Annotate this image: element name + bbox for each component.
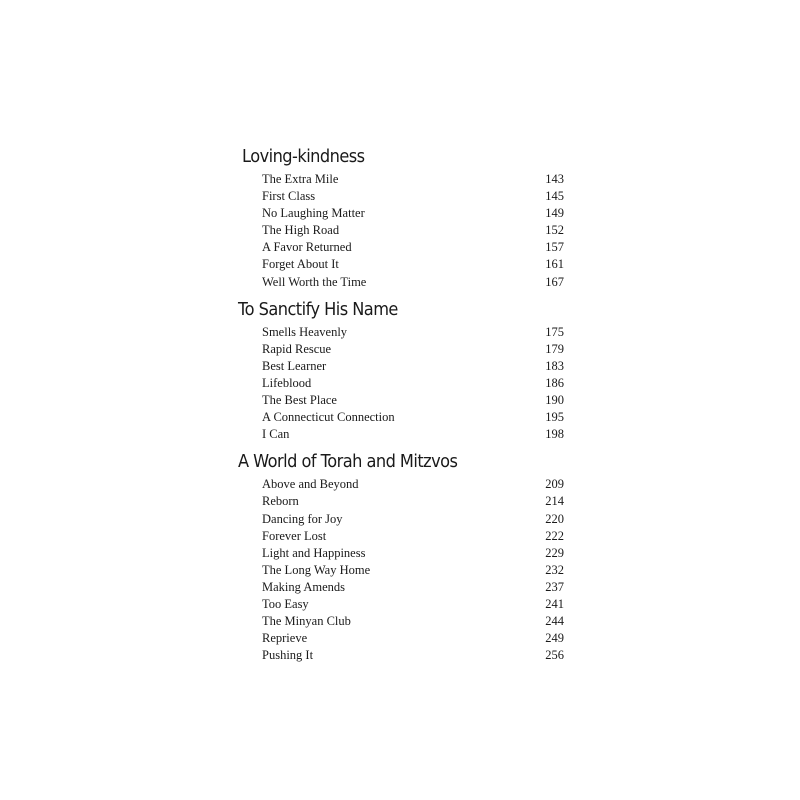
entry-page-number: 190 (545, 393, 564, 408)
toc-entry[interactable] (238, 426, 564, 443)
entry-title: Forget About It (262, 257, 339, 272)
entry-title: The Best Place (262, 393, 337, 408)
section-title: Loving-kindness (242, 146, 365, 167)
toc-entry[interactable] (238, 392, 564, 409)
entry-title: Making Amends (262, 579, 345, 594)
toc-entry[interactable] (238, 545, 564, 562)
entry-page-number: 220 (545, 511, 564, 526)
toc-entry[interactable] (238, 171, 564, 188)
entry-page-number: 143 (545, 172, 564, 186)
toc-section-a-world-of-torah-and-mitzvos (238, 447, 564, 664)
toc-entry[interactable] (238, 528, 564, 545)
entry-title: Forever Lost (262, 528, 327, 543)
toc-entry[interactable] (238, 647, 564, 664)
entry-page-number: 222 (545, 528, 564, 543)
toc-entry[interactable] (238, 256, 564, 273)
entry-title: Reprieve (262, 631, 308, 646)
toc-entry[interactable] (238, 375, 564, 392)
toc-entry[interactable] (238, 476, 564, 493)
toc-section-loving-kindness (238, 142, 564, 291)
entry-page-number: 161 (545, 257, 564, 272)
section-entries (238, 324, 564, 444)
entry-title: A Favor Returned (262, 240, 352, 255)
entry-page-number: 175 (545, 324, 564, 339)
entry-page-number: 232 (545, 562, 564, 577)
entry-page-number: 167 (545, 274, 564, 289)
section-title: To Sanctify His Name (238, 298, 398, 320)
entry-title: The High Road (262, 223, 340, 238)
entry-page-number: 145 (545, 189, 564, 204)
section-title: A World of Torah and Mitzvos (238, 451, 458, 473)
entry-page-number: 198 (545, 427, 564, 442)
entry-title: The Long Way Home (262, 562, 371, 577)
entry-title: The Extra Mile (262, 172, 339, 186)
entry-title: Pushing It (262, 648, 314, 663)
toc-entry[interactable] (238, 493, 564, 510)
entry-page-number: 256 (545, 648, 564, 663)
entry-title: First Class (262, 189, 316, 204)
entry-title: Smells Heavenly (262, 324, 348, 339)
entry-page-number: 229 (545, 545, 564, 560)
entry-page-number: 157 (545, 240, 564, 255)
toc-entry[interactable] (238, 324, 564, 341)
entry-title: Light and Happiness (262, 545, 366, 560)
entry-page-number: 237 (545, 579, 564, 594)
table-of-contents (238, 142, 564, 668)
entry-page-number: 183 (545, 358, 564, 373)
entry-title: Lifeblood (262, 375, 312, 390)
entry-title: I Can (262, 427, 290, 442)
entry-page-number: 241 (545, 596, 564, 611)
toc-entry[interactable] (238, 274, 564, 291)
entry-title: The Minyan Club (262, 614, 351, 629)
toc-entry[interactable] (238, 579, 564, 596)
entry-title: Reborn (262, 494, 299, 509)
entry-page-number: 186 (545, 375, 564, 390)
entry-title: Rapid Rescue (262, 341, 332, 356)
section-entries (238, 171, 564, 291)
entry-title: No Laughing Matter (262, 206, 365, 221)
toc-entry[interactable] (238, 239, 564, 256)
toc-entry[interactable] (238, 613, 564, 630)
toc-entry[interactable] (238, 409, 564, 426)
entry-page-number: 214 (545, 494, 564, 509)
section-entries (238, 476, 564, 664)
toc-section-to-sanctify-his-name (238, 295, 564, 444)
entry-title: Above and Beyond (262, 477, 359, 492)
toc-entry[interactable] (238, 562, 564, 579)
toc-entry[interactable] (238, 341, 564, 358)
entry-page-number: 152 (545, 223, 564, 238)
entry-title: Dancing for Joy (262, 511, 343, 526)
entry-page-number: 195 (545, 410, 564, 425)
toc-entry[interactable] (238, 511, 564, 528)
toc-entry[interactable] (238, 630, 564, 647)
entry-page-number: 209 (545, 477, 564, 492)
entry-title: Too Easy (262, 596, 309, 611)
entry-title: Best Learner (262, 358, 327, 373)
toc-entry[interactable] (238, 596, 564, 613)
entry-page-number: 149 (545, 206, 564, 221)
entry-page-number: 249 (545, 631, 564, 646)
entry-title: Well Worth the Time (262, 274, 367, 289)
toc-entry[interactable] (238, 205, 564, 222)
toc-entry[interactable] (238, 188, 564, 205)
entry-title: A Connecticut Connection (262, 410, 395, 425)
toc-entry[interactable] (238, 358, 564, 375)
entry-page-number: 244 (545, 614, 564, 629)
entry-page-number: 179 (545, 341, 564, 356)
toc-entry[interactable] (238, 222, 564, 239)
